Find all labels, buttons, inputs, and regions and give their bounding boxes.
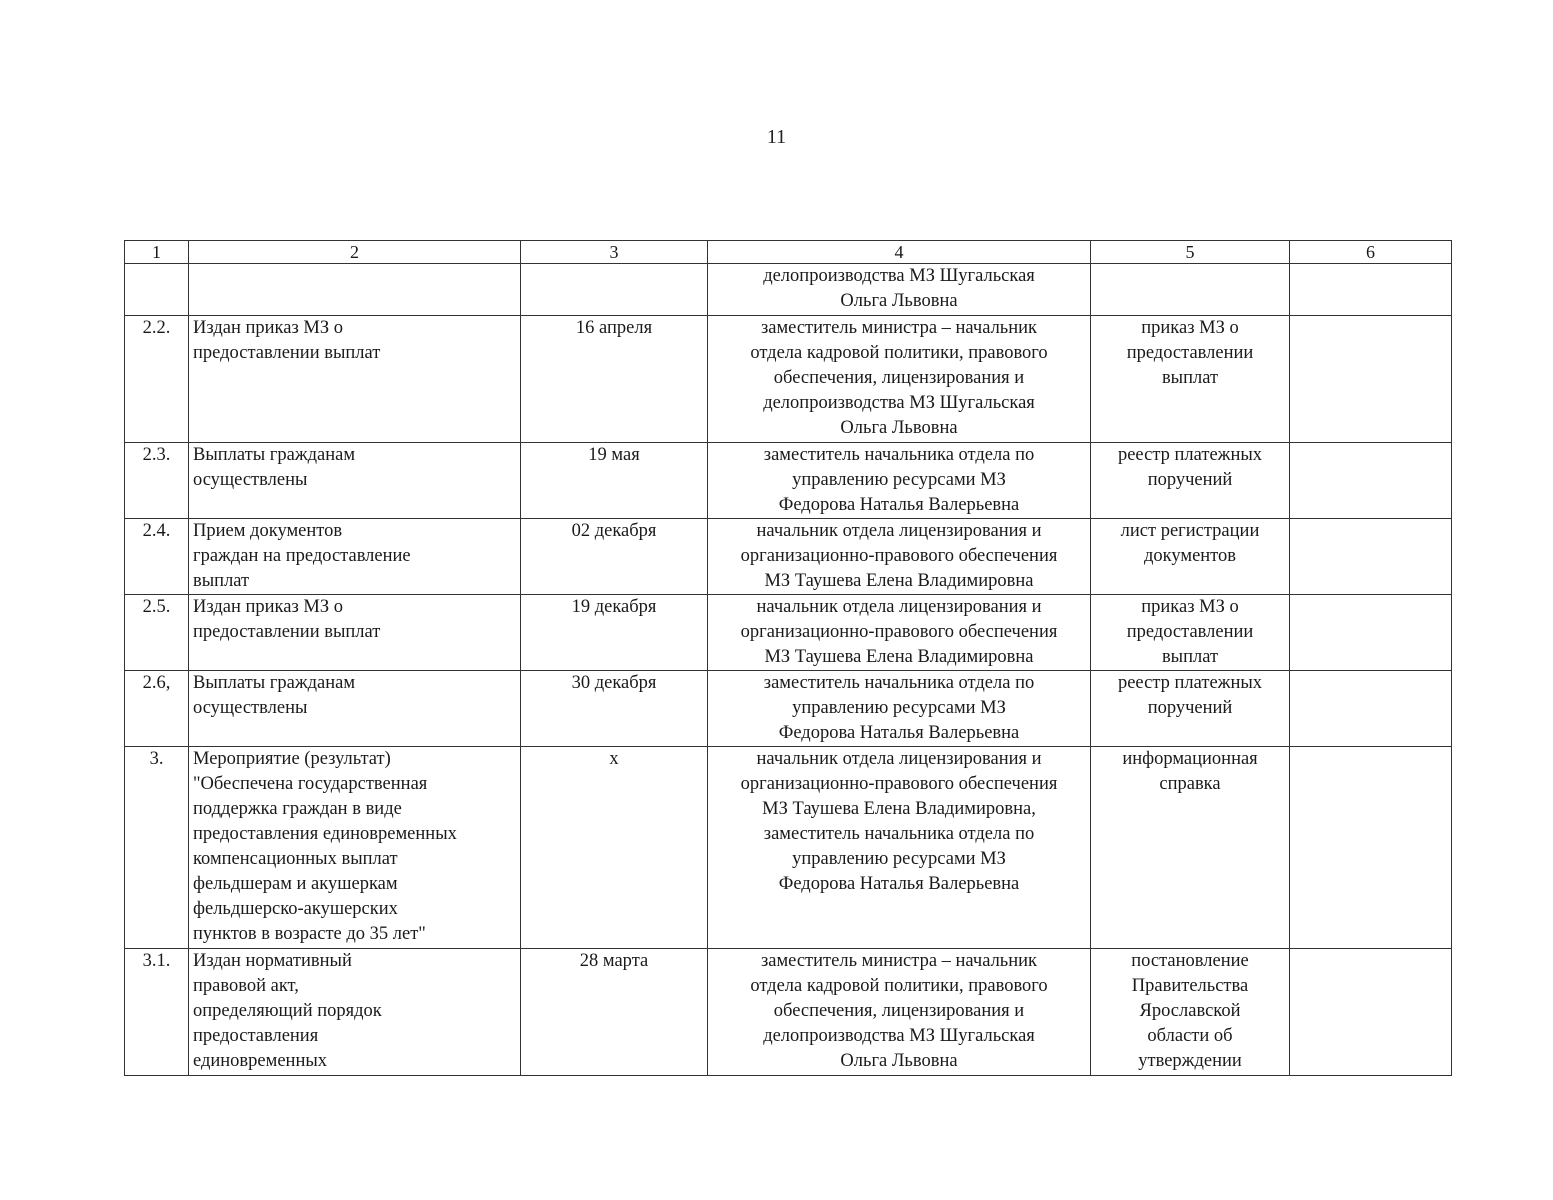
note-cell: [1290, 443, 1452, 519]
table-row: [125, 316, 1452, 443]
row-number: 3.1.: [125, 949, 189, 1076]
document-cell: постановление Правительства Ярославской области об утверждении: [1091, 949, 1290, 1076]
table-row: [125, 949, 1452, 1076]
document-cell: реестр платежных поручений: [1091, 443, 1290, 519]
responsible-cell: заместитель министра – начальник отдела кадровой политики, правового обеспечения, лицензирования и делопроизводства МЗ Шугальская Ольга Львовна: [708, 949, 1091, 1076]
row-number: 2.2.: [125, 316, 189, 443]
event-cell: Мероприятие (результат) "Обеспечена государственная поддержка граждан в виде предоставления единовременных компенсационных выплат фельдшерам и акушеркам фельдшерско-акушерских пунктов в возрасте до 35 лет": [189, 747, 521, 949]
column-header: 3: [521, 241, 708, 264]
responsible-cell: заместитель начальника отдела по управлению ресурсами МЗ Федорова Наталья Валерьевна: [708, 443, 1091, 519]
row-number: 2.4.: [125, 519, 189, 595]
date-cell: [521, 264, 708, 316]
event-cell: Прием документов граждан на предоставление выплат: [189, 519, 521, 595]
note-cell: [1290, 316, 1452, 443]
row-number: 2.3.: [125, 443, 189, 519]
note-cell: [1290, 519, 1452, 595]
column-header: 1: [125, 241, 189, 264]
table-header-row: [125, 241, 1452, 264]
document-cell: реестр платежных поручений: [1091, 671, 1290, 747]
document-cell: лист регистрации документов: [1091, 519, 1290, 595]
event-cell: Издан нормативный правовой акт, определяющий порядок предоставления единовременных: [189, 949, 521, 1076]
event-cell: Выплаты гражданам осуществлены: [189, 443, 521, 519]
responsible-cell: заместитель начальника отдела по управлению ресурсами МЗ Федорова Наталья Валерьевна: [708, 671, 1091, 747]
table-row: [125, 671, 1452, 747]
responsible-cell: начальник отдела лицензирования и организационно-правового обеспечения МЗ Таушева Елена Владимировна: [708, 519, 1091, 595]
date-cell: 19 мая: [521, 443, 708, 519]
note-cell: [1290, 671, 1452, 747]
document-cell: приказ МЗ о предоставлении выплат: [1091, 316, 1290, 443]
table-row: [125, 264, 1452, 316]
responsible-cell: начальник отдела лицензирования и организационно-правового обеспечения МЗ Таушева Елена Владимировна, заместитель начальника отдела по управлению ресурсами МЗ Федорова Наталья Валерьевна: [708, 747, 1091, 949]
column-header: 2: [189, 241, 521, 264]
table-row: [125, 595, 1452, 671]
date-cell: 19 декабря: [521, 595, 708, 671]
event-cell: Издан приказ МЗ о предоставлении выплат: [189, 316, 521, 443]
row-number: [125, 264, 189, 316]
responsible-cell: заместитель министра – начальник отдела кадровой политики, правового обеспечения, лицензирования и делопроизводства МЗ Шугальская Ольга Львовна: [708, 316, 1091, 443]
document-cell: приказ МЗ о предоставлении выплат: [1091, 595, 1290, 671]
row-number: 3.: [125, 747, 189, 949]
column-header: 6: [1290, 241, 1452, 264]
page-number: 11: [766, 126, 787, 148]
document-cell: информационная справка: [1091, 747, 1290, 949]
table-row: [125, 519, 1452, 595]
table-row: [125, 747, 1452, 949]
note-cell: [1290, 264, 1452, 316]
column-header: 4: [708, 241, 1091, 264]
column-header: 5: [1091, 241, 1290, 264]
note-cell: [1290, 595, 1452, 671]
event-cell: Выплаты гражданам осуществлены: [189, 671, 521, 747]
date-cell: 28 марта: [521, 949, 708, 1076]
event-cell: Издан приказ МЗ о предоставлении выплат: [189, 595, 521, 671]
event-cell: [189, 264, 521, 316]
row-number: 2.5.: [125, 595, 189, 671]
date-cell: 16 апреля: [521, 316, 708, 443]
responsible-cell: делопроизводства МЗ Шугальская Ольга Львовна: [708, 264, 1091, 316]
date-cell: 02 декабря: [521, 519, 708, 595]
table-row: [125, 443, 1452, 519]
row-number: 2.6,: [125, 671, 189, 747]
responsible-cell: начальник отдела лицензирования и организационно-правового обеспечения МЗ Таушева Елена Владимировна: [708, 595, 1091, 671]
note-cell: [1290, 949, 1452, 1076]
note-cell: [1290, 747, 1452, 949]
plan-table: [124, 240, 1452, 1076]
date-cell: 30 декабря: [521, 671, 708, 747]
document-cell: [1091, 264, 1290, 316]
date-cell: х: [521, 747, 708, 949]
